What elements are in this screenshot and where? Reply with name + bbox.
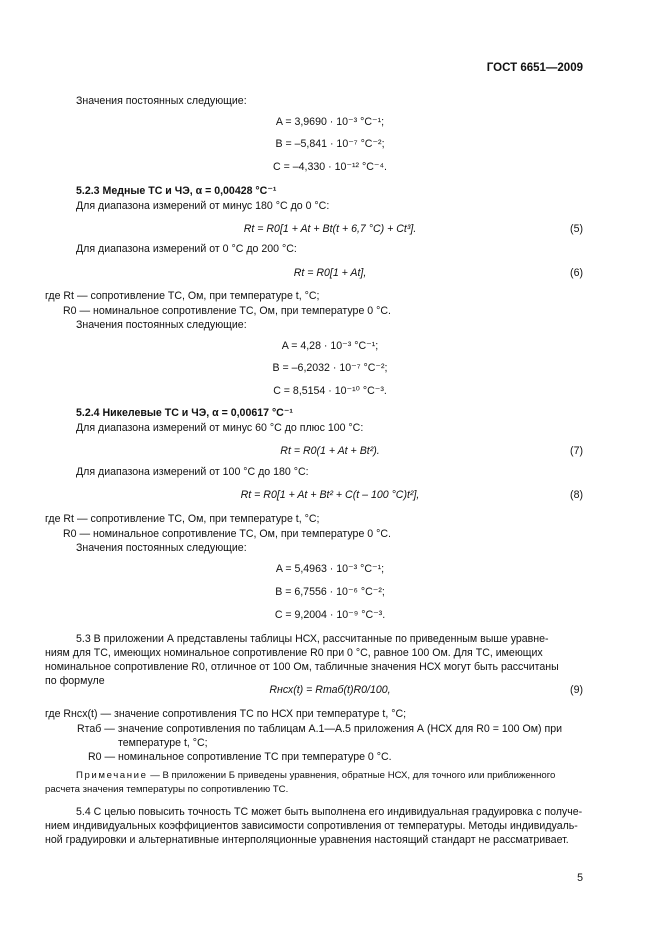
- const-a-1: A = 3,9690 · 10⁻³ °C⁻¹;: [275, 116, 385, 128]
- range-text-4: Для диапазона измерений от 100 °C до 180 °C:: [76, 466, 309, 478]
- para-5-3-line2: ниям для ТС, имеющих номинальное сопротивление R0 при 0 °C, равное 100 Ом. Для ТС, имеющих: [45, 647, 543, 659]
- section-5-2-4-title: 5.2.4 Никелевые ТС и ЧЭ, α = 0,00617 °C⁻¹: [76, 407, 293, 419]
- note-text: — В приложении Б приведены уравнения, обратные НСХ, для точного или приближенного: [147, 770, 556, 781]
- page-number: 5: [577, 872, 583, 884]
- para-5-3-line1: 5.3 В приложении А представлены таблицы НСХ, рассчитанные по приведенным выше уравне-: [76, 633, 549, 645]
- note-label: Примечание: [76, 770, 148, 781]
- consts-intro-2: Значения постоянных следующие:: [76, 319, 247, 331]
- const-c-1: C = –4,330 · 10⁻¹² °C⁻⁴.: [273, 161, 387, 173]
- const-b-1: B = –5,841 · 10⁻⁷ °C⁻²;: [275, 138, 385, 150]
- para-5-3-line4: по формуле: [45, 675, 105, 687]
- formula-8-number: (8): [570, 489, 583, 501]
- where-rtab-cont: температуре t, °C;: [118, 737, 208, 749]
- formula-6-number: (6): [570, 267, 583, 279]
- formula-5: Rt = R0[1 + At + Bt(t + 6,7 °C) + Ct³].: [243, 223, 417, 235]
- where-r0-1: R0 — номинальное сопротивление ТС, Ом, при температуре 0 °C.: [63, 305, 391, 317]
- formula-5-number: (5): [570, 223, 583, 235]
- formula-9-number: (9): [570, 684, 583, 696]
- note-line1: [76, 769, 555, 783]
- formula-9: Rнсх(t) = Rтаб(t)R0/100,: [269, 684, 391, 696]
- const-a-3: A = 5,4963 · 10⁻³ °C⁻¹;: [275, 563, 385, 575]
- where-rt-1: где Rt — сопротивление ТС, Ом, при температуре t, °C;: [45, 290, 320, 302]
- const-a-2: A = 4,28 · 10⁻³ °C⁻¹;: [281, 340, 379, 352]
- const-b-2: B = –6,2032 · 10⁻⁷ °C⁻²;: [272, 362, 388, 374]
- formula-6: Rt = R0[1 + At],: [293, 267, 367, 279]
- formula-7: Rt = R0(1 + At + Bt²).: [280, 445, 380, 457]
- range-text-2: Для диапазона измерений от 0 °C до 200 °C:: [76, 243, 297, 255]
- where-rt-2: где Rt — сопротивление ТС, Ом, при температуре t, °C;: [45, 513, 320, 525]
- const-c-2: C = 8,5154 · 10⁻¹⁰ °C⁻³.: [273, 385, 387, 397]
- formula-8: Rt = R0[1 + At + Bt² + C(t – 100 °C)t²],: [240, 489, 420, 501]
- para-5-4-line2: нием индивидуальных коэффициентов зависимости сопротивления от температуры. Методы индивидуаль-: [45, 820, 578, 832]
- section-5-2-3-title: 5.2.3 Медные ТС и ЧЭ, α = 0,00428 °C⁻¹: [76, 185, 277, 197]
- consts-intro-1: Значения постоянных следующие:: [76, 95, 247, 107]
- consts-intro-3: Значения постоянных следующие:: [76, 542, 247, 554]
- where-rtab: Rтаб — значение сопротивления по таблицам А.1—А.5 приложения А (НСХ для R0 = 100 Ом) при: [77, 723, 562, 735]
- standard-header: ГОСТ 6651—2009: [486, 62, 583, 74]
- const-b-3: B = 6,7556 · 10⁻⁶ °C⁻²;: [275, 586, 385, 598]
- const-c-3: C = 9,2004 · 10⁻⁹ °C⁻³.: [274, 609, 386, 621]
- para-5-4-line1: 5.4 С целью повысить точность ТС может быть выполнена его индивидуальная градуировка с получе-: [76, 806, 583, 818]
- where-r0-2: R0 — номинальное сопротивление ТС, Ом, при температуре 0 °C.: [63, 528, 391, 540]
- where-rnsx: где Rнсх(t) — значение сопротивления ТС по НСХ при температуре t, °C;: [45, 708, 407, 720]
- para-5-4-line3: ной градуировки и альтернативные интерполяционные уравнения настоящий стандарт не рассматривает.: [45, 834, 569, 846]
- where-r0-3: R0 — номинальное сопротивление ТС при температуре 0 °C.: [88, 751, 392, 763]
- formula-7-number: (7): [570, 445, 583, 457]
- range-text-1: Для диапазона измерений от минус 180 °C до 0 °C:: [76, 200, 330, 212]
- range-text-3: Для диапазона измерений от минус 60 °C до плюс 100 °C:: [76, 422, 364, 434]
- note-line2: расчета значения температуры по сопротивлению ТС.: [45, 784, 289, 795]
- para-5-3-line3: номинальное сопротивление R0, отличное от 100 Ом, табличные значения НСХ могут быть рассчитаны: [45, 661, 559, 673]
